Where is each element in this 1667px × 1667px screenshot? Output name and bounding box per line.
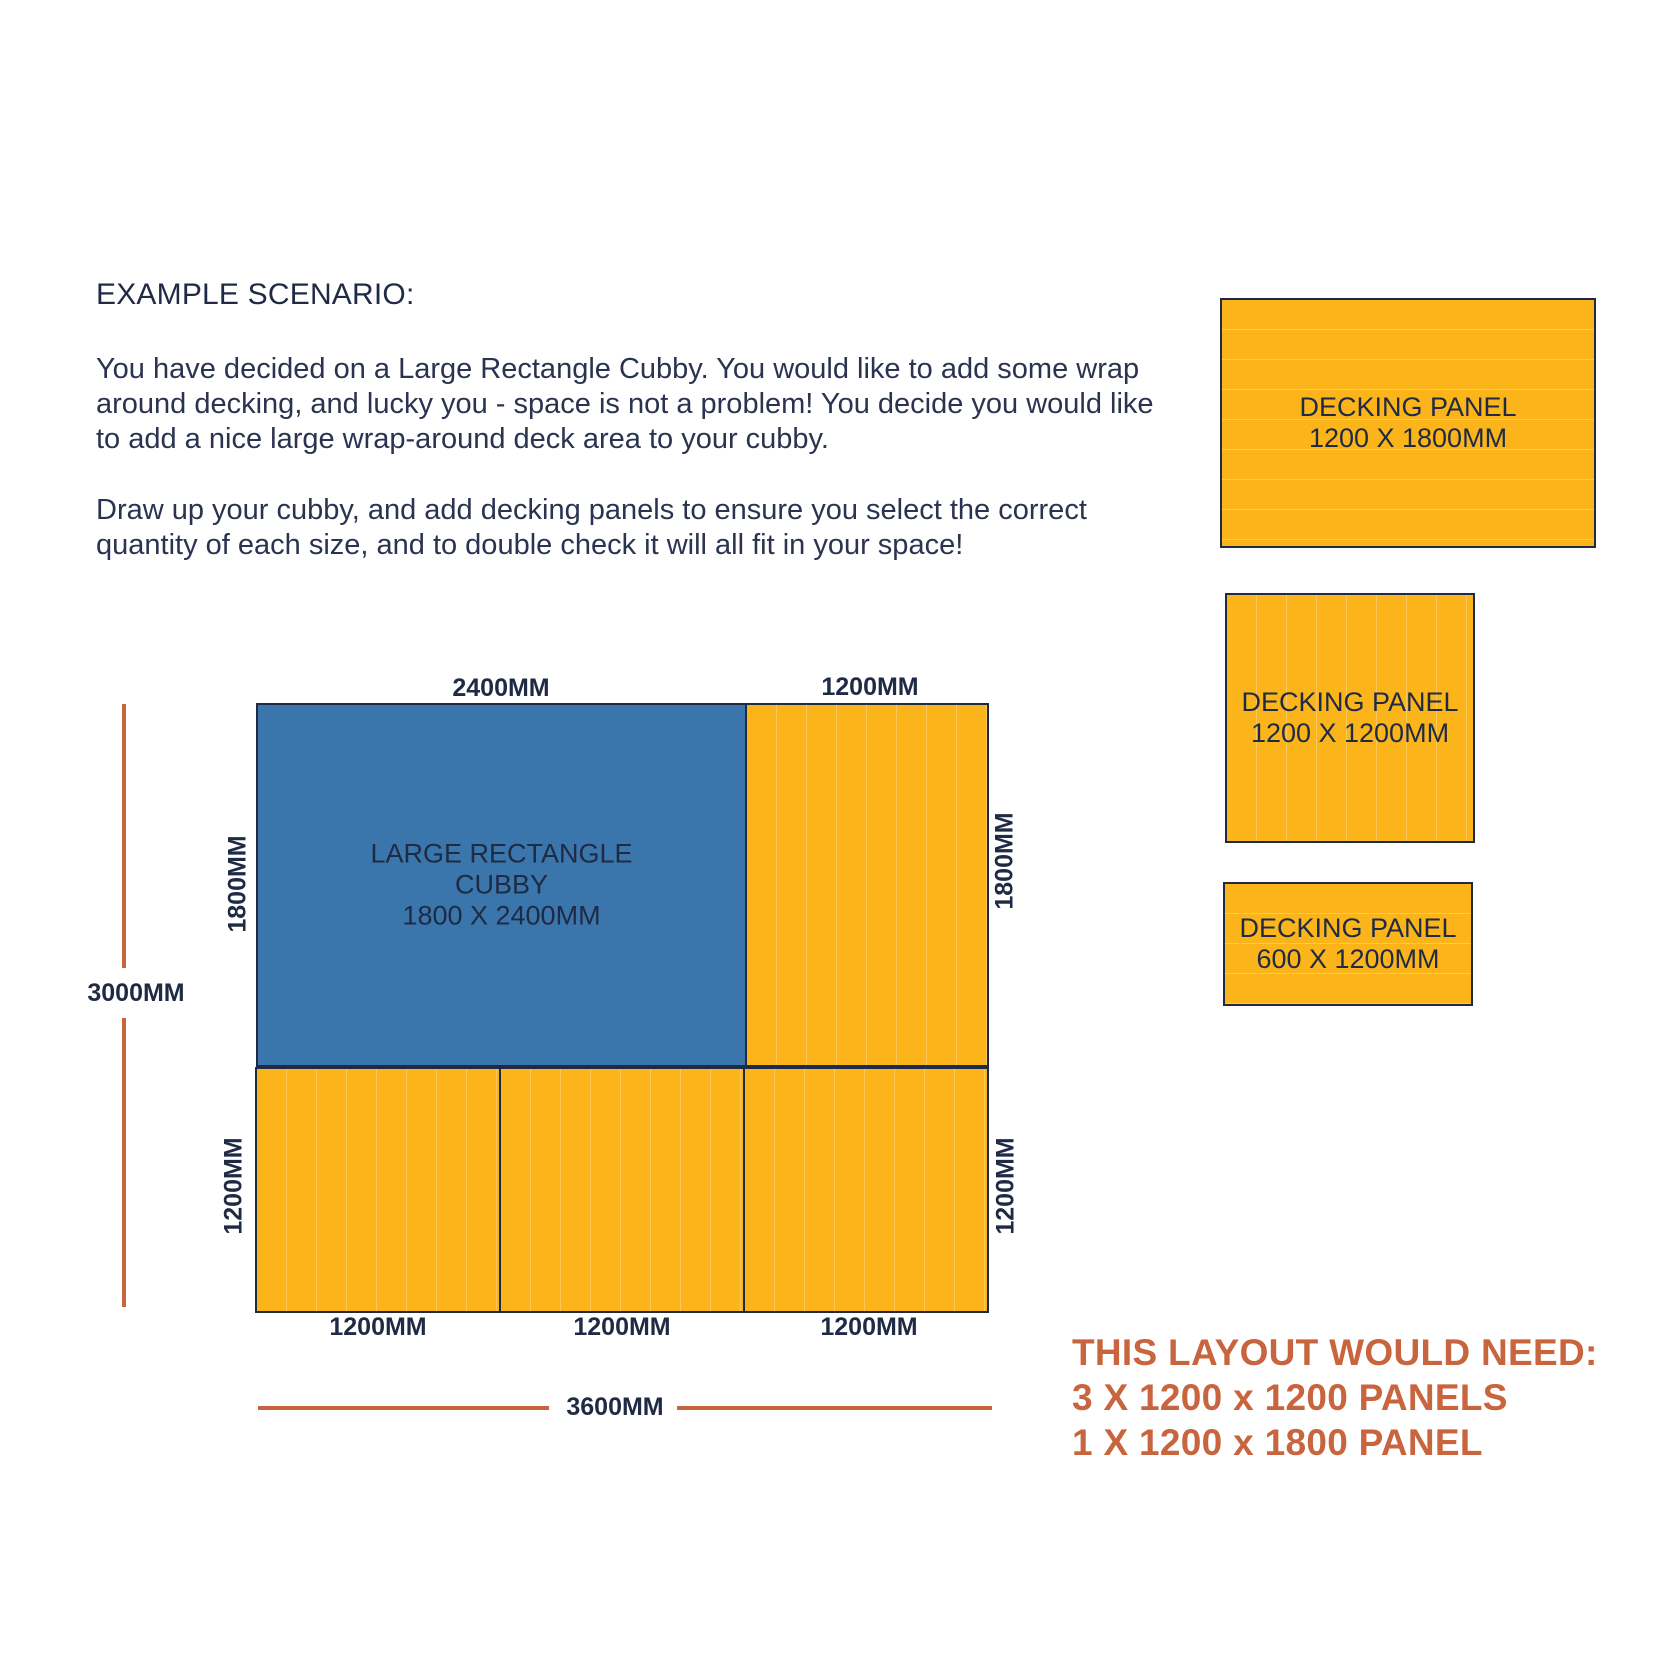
page-heading: EXAMPLE SCENARIO:: [96, 278, 415, 311]
legend-panel-600x1200: [1223, 882, 1473, 1006]
deck-panel-bottom-1: [255, 1067, 501, 1313]
deck-panel-bottom-2: [499, 1067, 745, 1313]
dim-bottom-2: 1200MM: [573, 1313, 671, 1341]
total-height-line-top: [122, 704, 126, 968]
legend-panel-title: DECKING PANEL: [1299, 392, 1517, 422]
dim-right-upper: 1800MM: [990, 812, 1019, 910]
summary-line2: 3 X 1200 x 1200 PANELS: [1072, 1377, 1508, 1418]
deck-panel-right: [745, 703, 989, 1067]
dim-bottom-1: 1200MM: [329, 1313, 427, 1341]
cubby-label-line2: CUBBY: [454, 869, 549, 900]
legend-panel-1200x1200: [1225, 593, 1475, 843]
cubby-label-line3: 1800 X 2400MM: [402, 900, 601, 931]
total-height-line-bottom: [122, 1018, 126, 1307]
scenario-paragraph: You have decided on a Large Rectangle Cubby. You would like to add some wrap around decking, and lucky you - space is not a problem! You decide you would like to add a nice large wrap-around deck area to your cubby.: [96, 353, 1154, 455]
legend-panel-title: DECKING PANEL: [1239, 913, 1457, 943]
legend-panel-size: 1200 X 1200MM: [1250, 718, 1450, 748]
dim-total-height: 3000MM: [87, 979, 185, 1007]
layout-summary: [1072, 1330, 1598, 1465]
instruction-paragraph: Draw up your cubby, and add decking panels to ensure you select the correct quantity of each size, and to double check it will all fit in your space!: [96, 494, 1087, 561]
dim-left-upper: 1800MM: [223, 835, 252, 933]
summary-line3: 1 X 1200 x 1800 PANEL: [1072, 1422, 1483, 1463]
dim-top-right: 1200MM: [821, 673, 919, 701]
legend-panel-title: DECKING PANEL: [1241, 687, 1459, 717]
deck-panel-bottom-3: [743, 1067, 989, 1313]
cubby-rectangle: [256, 703, 747, 1067]
dim-bottom-3: 1200MM: [820, 1313, 918, 1341]
dim-left-lower: 1200MM: [219, 1137, 248, 1235]
dim-top-left: 2400MM: [452, 674, 550, 702]
legend-panel-size: 1200 X 1800MM: [1308, 423, 1508, 453]
legend-panel-size: 600 X 1200MM: [1256, 944, 1440, 974]
dim-total-width: 3600MM: [566, 1393, 664, 1421]
total-width-line-left: [258, 1406, 549, 1410]
total-width-line-right: [677, 1406, 992, 1410]
cubby-label-line1: LARGE RECTANGLE: [370, 838, 633, 869]
dim-right-lower: 1200MM: [991, 1137, 1020, 1235]
legend-panel-1200x1800: [1220, 298, 1596, 548]
summary-line1: THIS LAYOUT WOULD NEED:: [1072, 1332, 1598, 1373]
